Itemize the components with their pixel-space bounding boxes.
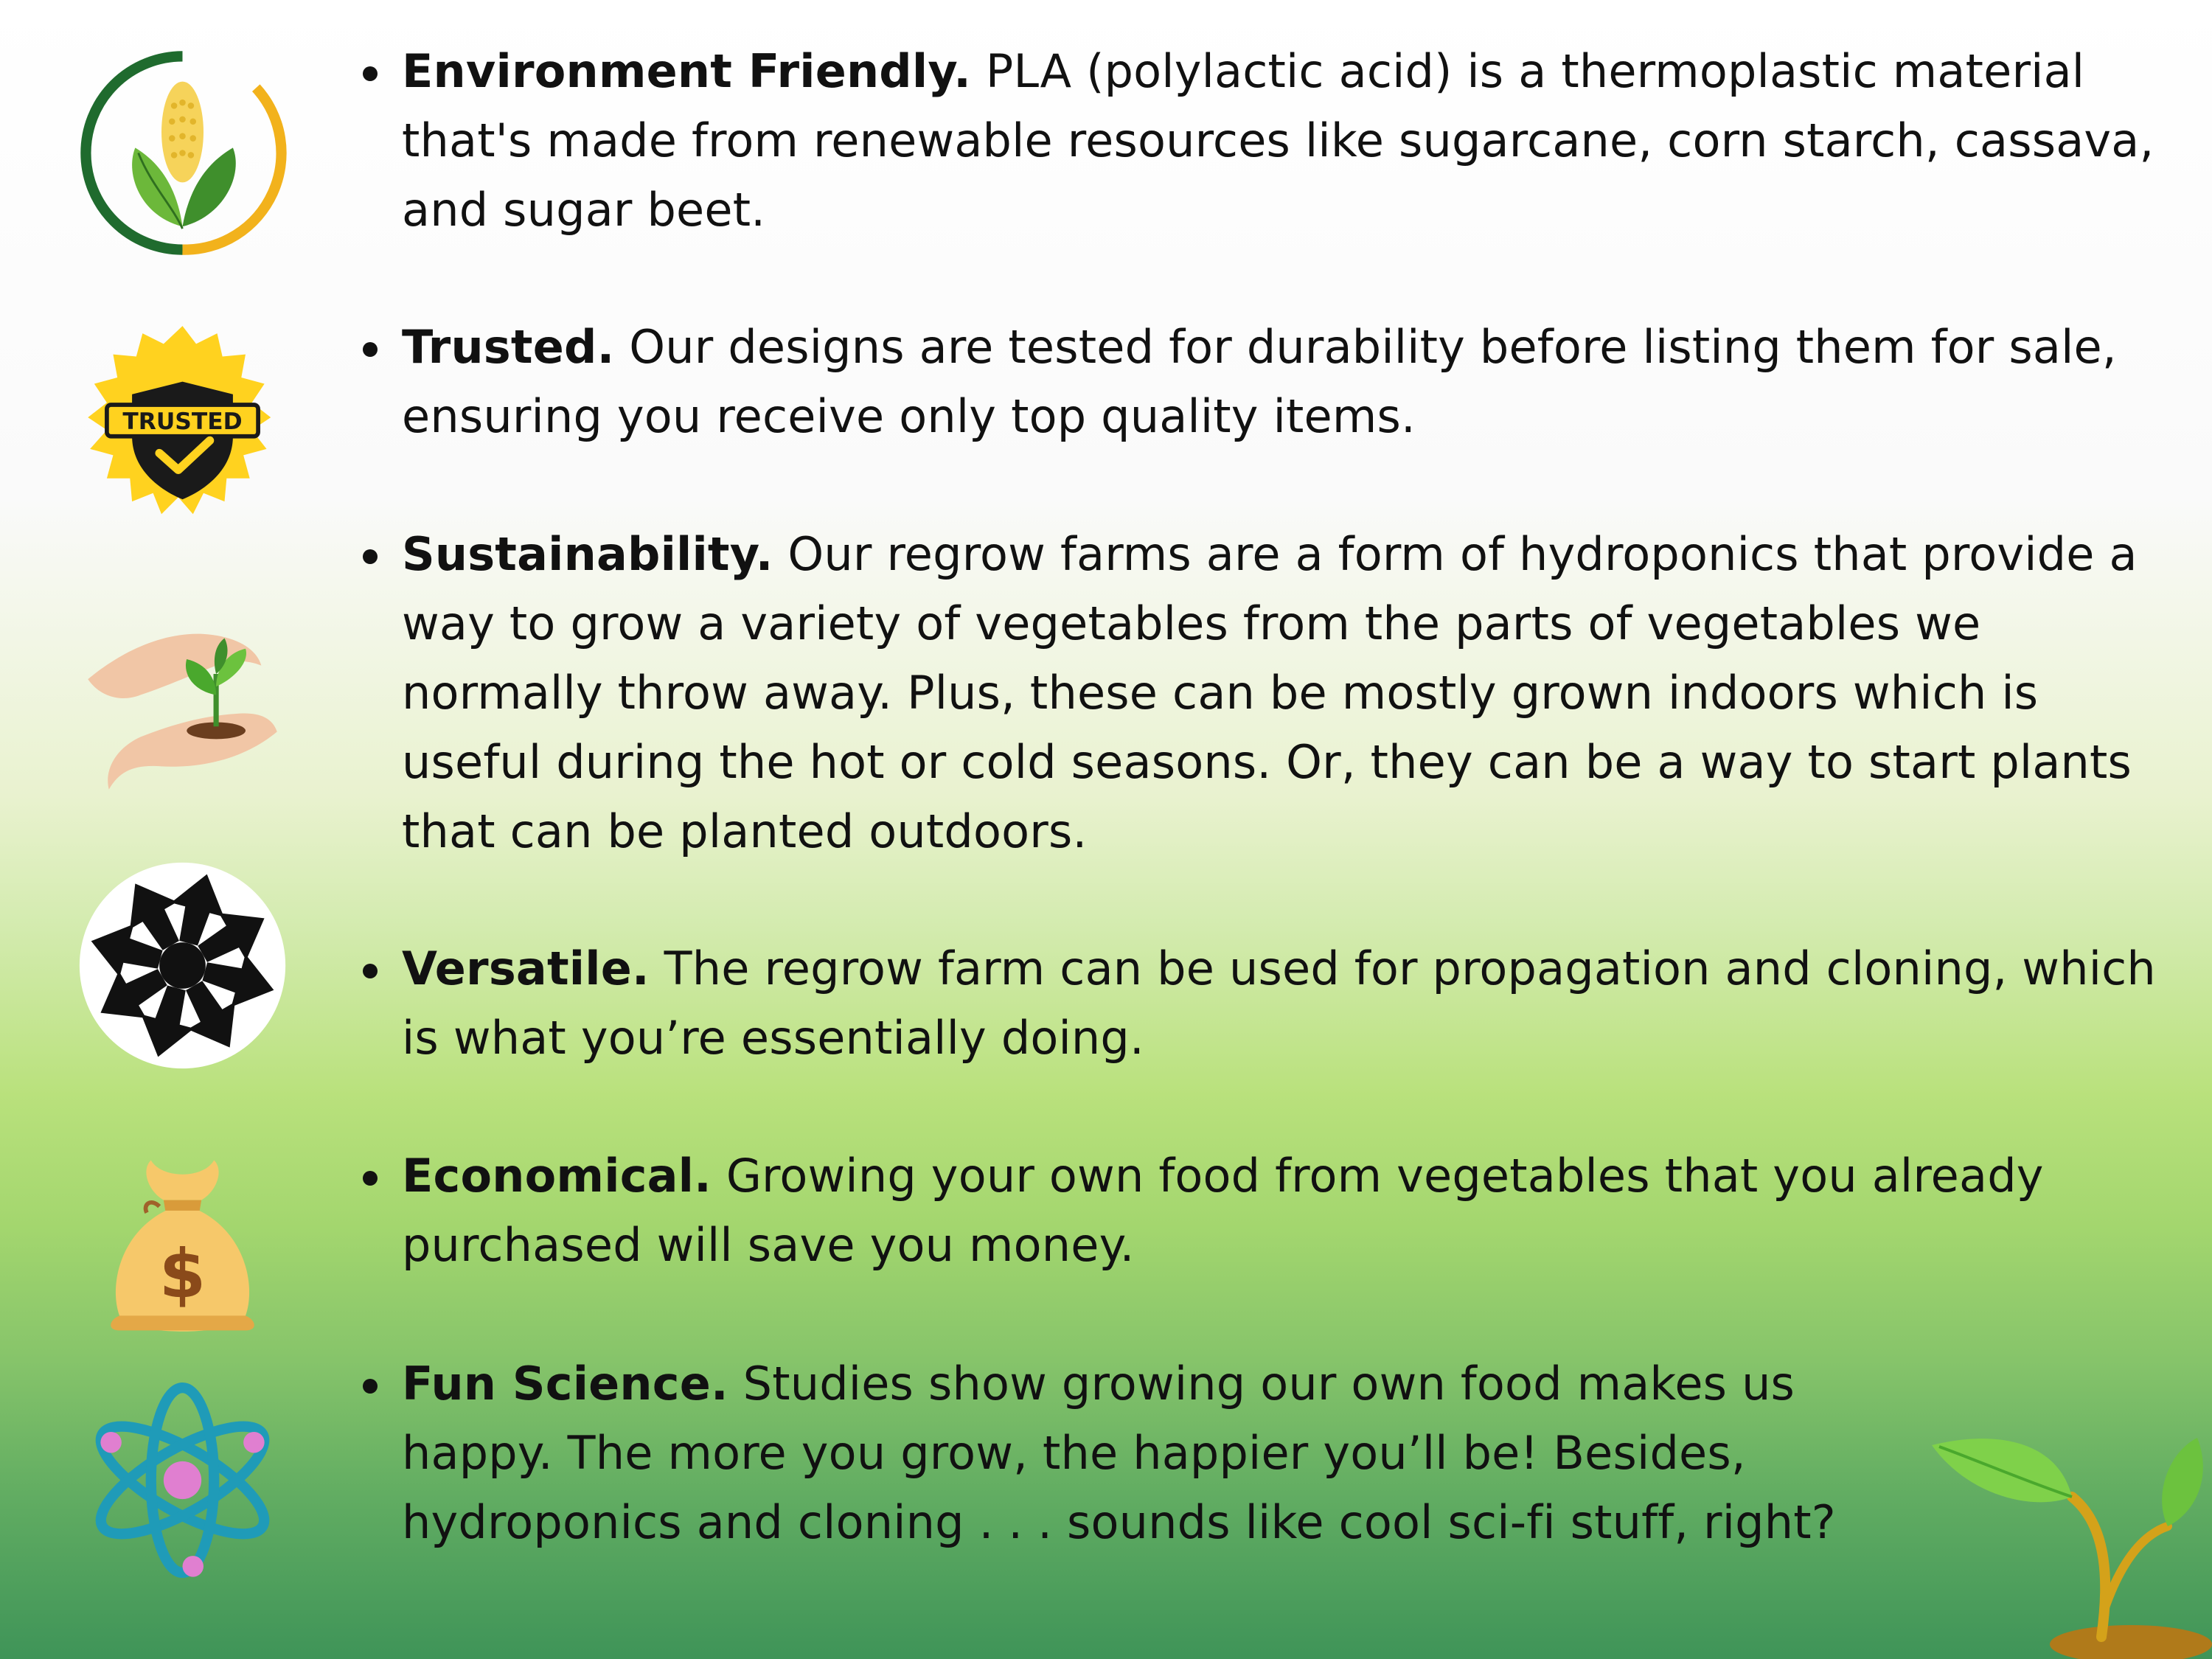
- bullet-title: Economical.: [402, 1149, 712, 1203]
- money-bag-icon: [77, 1139, 288, 1349]
- radiating-arrows-icon: [77, 860, 288, 1071]
- hands-seedling-icon: [77, 590, 288, 800]
- bullet-title: Trusted.: [402, 320, 615, 374]
- trusted-badge-icon: [77, 321, 288, 531]
- svg-text:$: $: [159, 1234, 206, 1313]
- bullet-title: Environment Friendly.: [402, 44, 971, 98]
- badge-text: TRUSTED: [122, 408, 243, 435]
- bullet-title: Fun Science.: [402, 1357, 728, 1411]
- bullet-text: Studies show growing our own food makes us happy. The more you grow, the happier you’ll be! Besides, hydroponics and cloning . . . sounds like cool sci-fi stuff, right?: [402, 1357, 1836, 1549]
- bullet-item-trusted: [361, 313, 2183, 451]
- bullet-text: Our designs are tested for durability before listing them for sale, ensuring you receive only top quality items.: [402, 320, 2117, 443]
- bullet-item-fun-science: [361, 1349, 1947, 1557]
- bullet-item-versatile: [361, 934, 2183, 1073]
- bullet-text: PLA (polylactic acid) is a thermoplastic material that's made from renewable resources like sugarcane, corn starch, cassava, and sugar beet.: [402, 44, 2154, 237]
- bullet-text: Our regrow farms are a form of hydroponics that provide a way to grow a variety of vegetables from the parts of vegetables we normally throw away. Plus, these can be mostly grown indoors which is useful during the hot or cold seasons. Or, they can be a way to start plants that can be planted outdoors.: [402, 527, 2138, 858]
- bullet-item-environment: [361, 37, 2183, 245]
- bullet-text: Growing your own food from vegetables that you already purchased will save you money.: [402, 1149, 2044, 1272]
- bullet-item-sustainability: [361, 520, 2183, 866]
- corn-leaf-emblem-icon: [77, 48, 288, 258]
- atom-icon: [77, 1375, 288, 1585]
- bullet-title: Versatile.: [402, 942, 650, 995]
- bullet-title: Sustainability.: [402, 527, 773, 581]
- bullet-text: The regrow farm can be used for propagation and cloning, which is what you’re essentially doing.: [402, 942, 2156, 1065]
- bullet-item-economical: [361, 1141, 2183, 1280]
- sprout-icon: [1888, 1386, 2212, 1659]
